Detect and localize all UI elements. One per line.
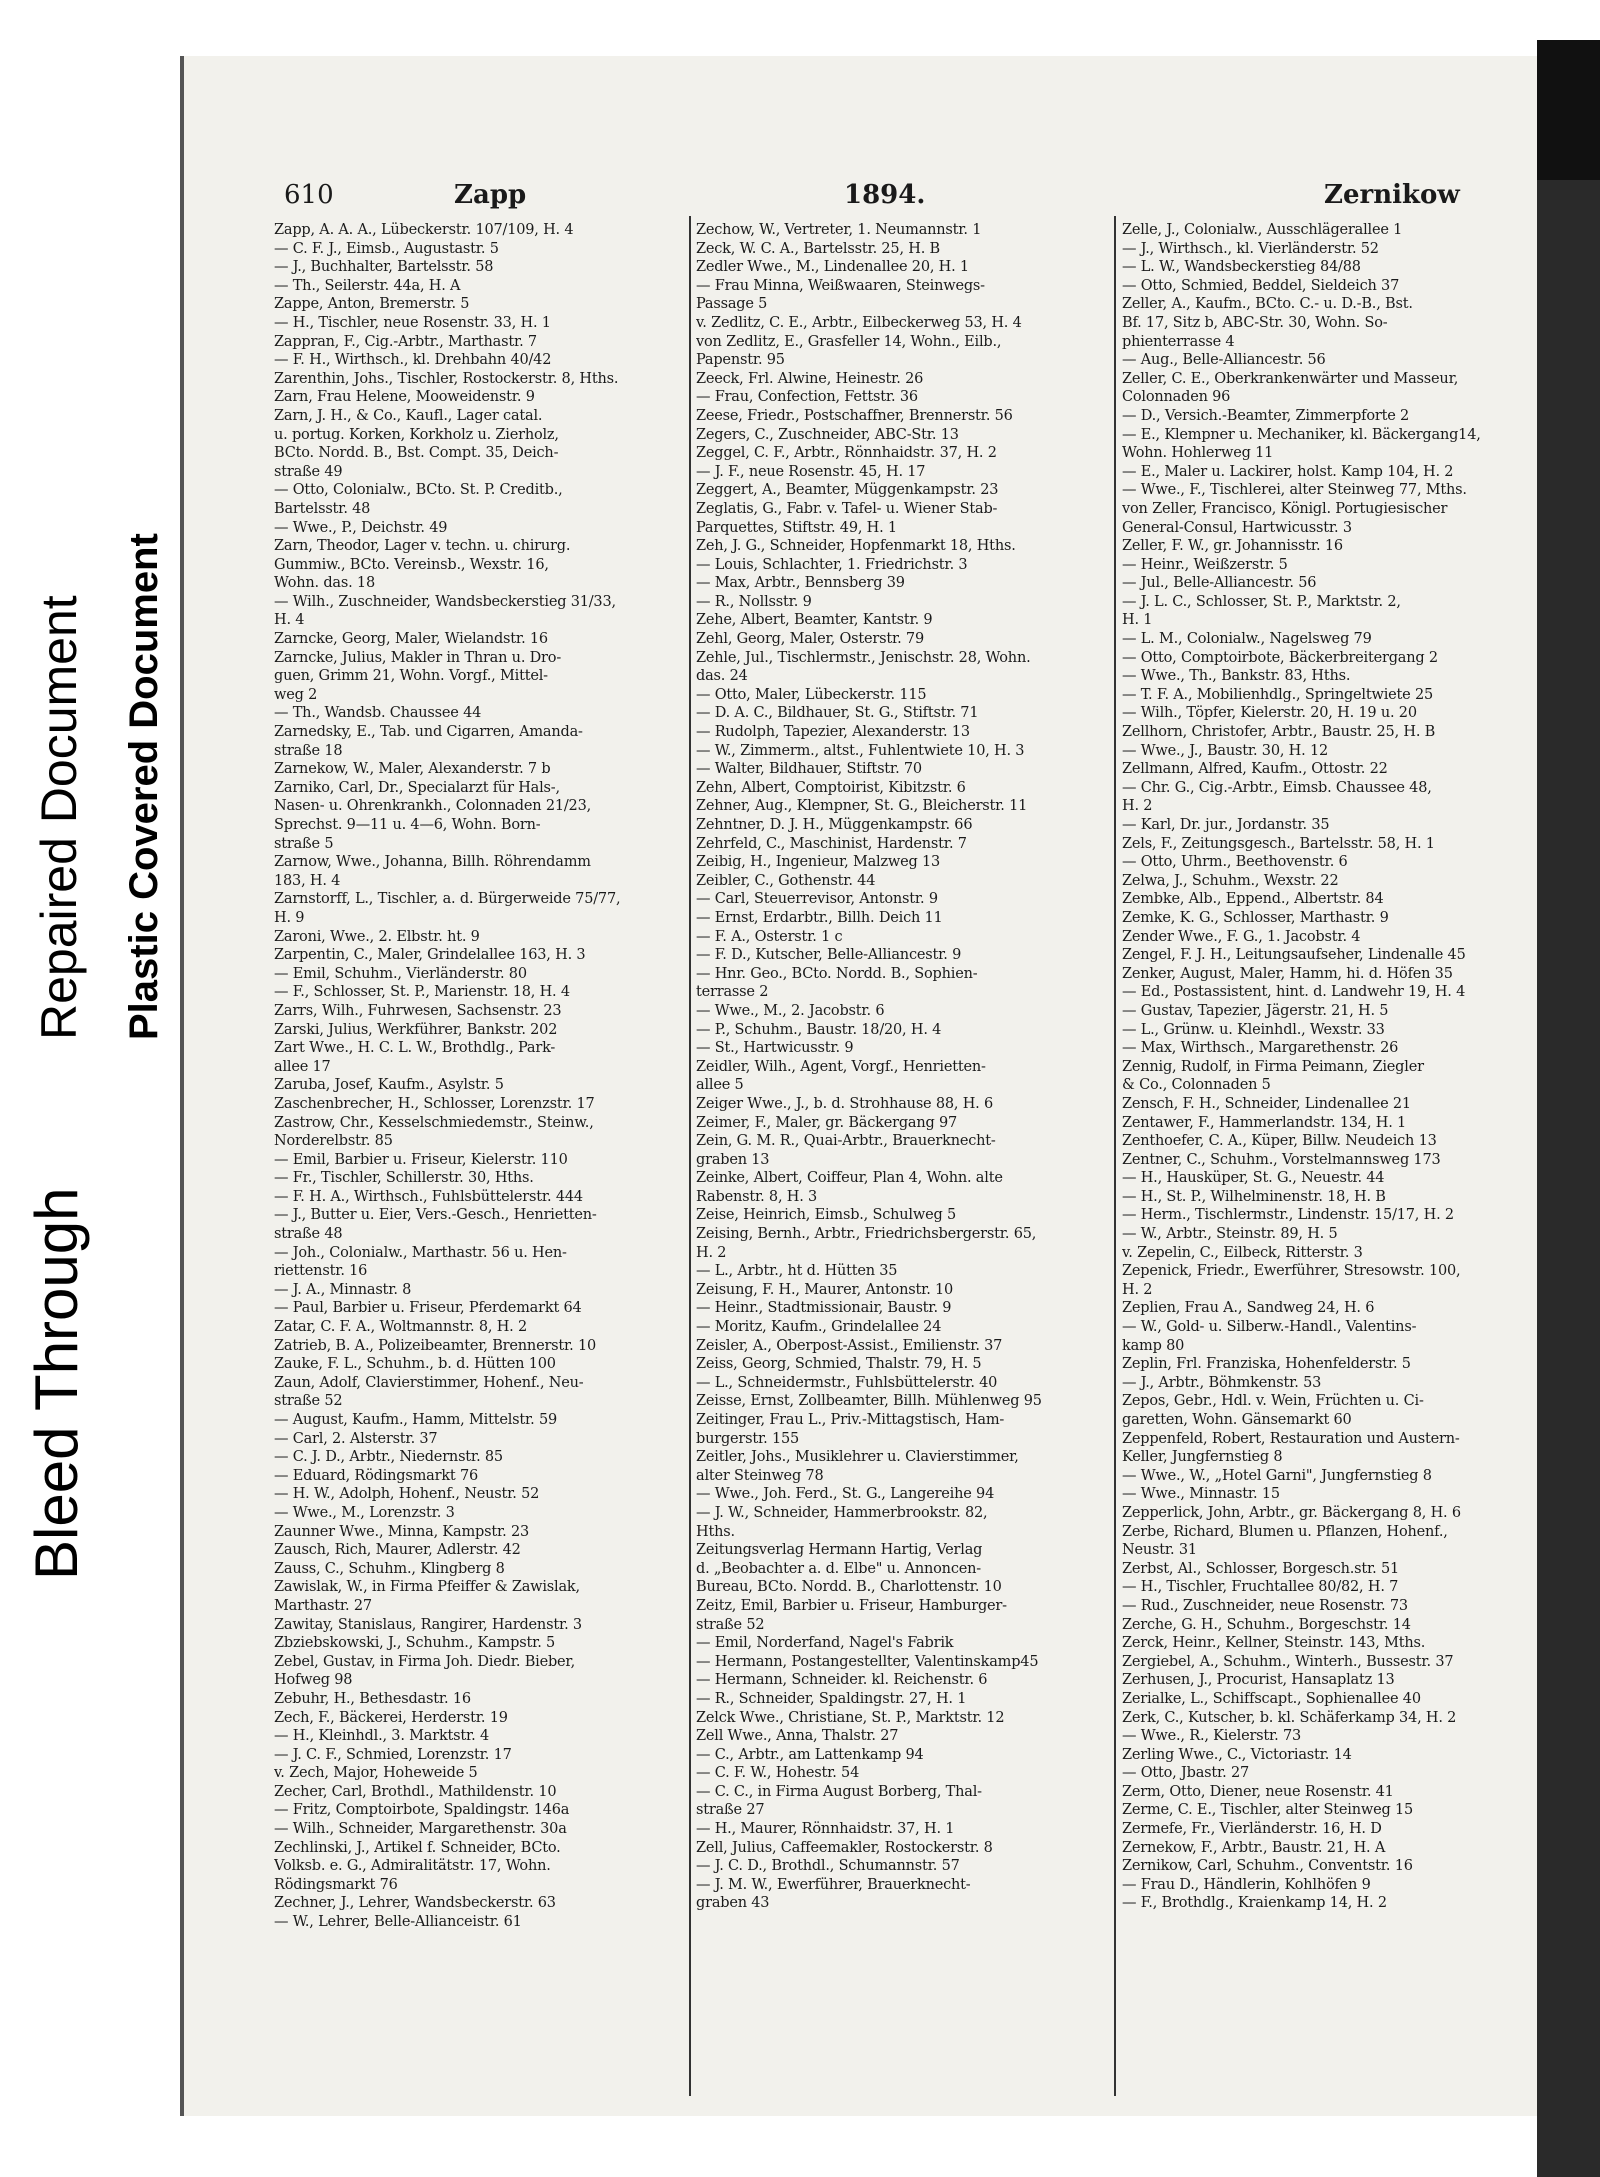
directory-entry: Zarn, Theodor, Lager v. techn. u. chirurg. [274,538,571,555]
directory-entry: straße 52 [696,1616,765,1633]
directory-entry: Zappe, Anton, Bremerstr. 5 [274,296,470,313]
directory-entry: — Fr., Tischler, Schillerstr. 30, Hths. [274,1170,534,1187]
directory-entry: das. 24 [696,668,748,685]
directory-entry: — J. F., neue Rosenstr. 45, H. 17 [696,463,926,480]
directory-entry: — H., Hausküper, St. G., Neuestr. 44 [1122,1170,1385,1187]
directory-entry: General-Consul, Hartwicusstr. 3 [1122,519,1352,536]
directory-entry: — L. W., Wandsbeckerstieg 84/88 [1122,259,1361,276]
plastic-covered-label: Plastic Covered Document [122,533,166,1040]
directory-entry: Zechner, J., Lehrer, Wandsbeckerstr. 63 [274,1895,556,1912]
directory-entry: Hths. [696,1523,735,1540]
directory-entry: Zemke, K. G., Schlosser, Marthastr. 9 [1122,909,1389,926]
directory-entry: Zech, F., Bäckerei, Herderstr. 19 [274,1709,508,1726]
directory-entry: — St., Hartwicusstr. 9 [696,1040,854,1057]
directory-entry: Zarnow, Wwe., Johanna, Billh. Röhrendamm [274,854,591,871]
directory-entry: — Frau D., Händlerin, Kohlhöfen 9 [1122,1876,1371,1893]
directory-entry: — Wilh., Töpfer, Kielerstr. 20, H. 19 u. 20 [1122,705,1417,722]
directory-entry: — Wwe., M., Lorenzstr. 3 [274,1504,455,1521]
directory-entry: — F., Brothdlg., Kraienkamp 14, H. 2 [1122,1895,1387,1912]
directory-entry: Volksb. e. G., Admiralitätstr. 17, Wohn. [274,1858,551,1875]
directory-entry: Zedler Wwe., M., Lindenallee 20, H. 1 [696,259,969,276]
directory-entry: Colonnaden 96 [1122,389,1231,406]
directory-entry: — Otto, Jbastr. 27 [1122,1765,1250,1782]
directory-entry: — Th., Wandsb. Chaussee 44 [274,705,482,722]
directory-entry: Zebuhr, H., Bethesdastr. 16 [274,1690,471,1707]
directory-entry: straße 5 [274,835,334,852]
directory-entry: — L., Schneidermstr., Fuhlsbüttelerstr. 40 [696,1374,998,1391]
directory-entry: Zeitler, Johs., Musiklehrer u. Clavierstimmer, [696,1449,1019,1466]
directory-entry: Zergiebel, A., Schuhm., Winterh., Bussestr. 37 [1122,1653,1454,1670]
directory-entry: straße 52 [274,1393,343,1410]
directory-entry: alter Steinweg 78 [696,1467,824,1484]
directory-entry: — F., Schlosser, St. P., Marienstr. 18, H. 4 [274,984,570,1001]
directory-entry: — Wwe., W., „Hotel Garni", Jungfernstieg 8 [1122,1467,1432,1484]
directory-entry: Zehn, Albert, Comptoirist, Kibitzstr. 6 [696,779,966,796]
directory-entry: 183, H. 4 [274,872,341,889]
directory-entry: straße 18 [274,742,343,759]
directory-entry: Zarnedsky, E., Tab. und Cigarren, Amanda- [274,724,583,741]
directory-entry: Zapp, A. A. A., Lübeckerstr. 107/109, H. 4 [274,222,574,238]
directory-entry: Zennig, Rudolf, in Firma Peimann, Ziegler [1122,1058,1424,1075]
directory-entry: — Wwe., Joh. Ferd., St. G., Langereihe 94 [696,1486,995,1503]
directory-entry: — W., Arbtr., Steinstr. 89, H. 5 [1122,1226,1338,1243]
directory-entry: Zeinke, Albert, Coiffeur, Plan 4, Wohn. alte [696,1170,1003,1187]
directory-entry: Zellmann, Alfred, Kaufm., Ottostr. 22 [1122,761,1388,778]
directory-entry: Zepos, Gebr., Hdl. v. Wein, Früchten u. Ci- [1122,1393,1424,1410]
directory-entry: Zastrow, Chr., Kesselschmiedemstr., Steinw., [274,1114,594,1131]
directory-entry: — Wwe., Th., Bankstr. 83, Hths. [1122,668,1351,685]
directory-entry: Zerm, Otto, Diener, neue Rosenstr. 41 [1122,1783,1394,1800]
directory-entry: — J. W., Schneider, Hammerbrookstr. 82, [696,1504,988,1521]
directory-entry: — Paul, Barbier u. Friseur, Pferdemarkt 64 [274,1300,582,1317]
directory-entry: Zermefe, Fr., Vierländerstr. 16, H. D [1122,1821,1382,1838]
directory-entry: — W., Lehrer, Belle-Allianceistr. 61 [274,1914,522,1931]
directory-entry: Norderelbstr. 85 [274,1133,393,1150]
directory-entry: Zaschenbrecher, H., Schlosser, Lorenzstr. 17 [274,1095,595,1112]
directory-entry: — C. F. W., Hohestr. 54 [696,1765,860,1782]
directory-entry: Zausch, Rich, Maurer, Adlerstr. 42 [274,1542,521,1559]
directory-entry: — Walter, Bildhauer, Stiftstr. 70 [696,761,922,778]
directory-entry: Papenstr. 95 [696,352,785,369]
directory-entry: Zeibler, C., Gothenstr. 44 [696,872,876,889]
directory-entry: — C. J. D., Arbtr., Niedernstr. 85 [274,1449,503,1466]
directory-entry: Rödingsmarkt 76 [274,1876,398,1893]
directory-entry: — Gustav, Tapezier, Jägerstr. 21, H. 5 [1122,1002,1389,1019]
directory-entry: Zappran, F., Cig.-Arbtr., Marthastr. 7 [274,333,537,350]
directory-entry: Zeglatis, G., Fabr. v. Tafel- u. Wiener Stab- [696,500,998,517]
directory-entry: Bureau, BCto. Nordd. B., Charlottenstr. 10 [696,1579,1002,1596]
directory-entry: riettenstr. 16 [274,1263,368,1280]
directory-entry: Zerialke, L., Schiffscapt., Sophienallee 40 [1122,1690,1421,1707]
header-year: 1894. [844,180,926,210]
directory-entry: H. 2 [1122,1281,1153,1298]
directory-entry: von Zeller, Francisco, Königl. Portugiesischer [1122,500,1448,517]
directory-entry: Zarn, J. H., & Co., Kaufl., Lager catal. [274,407,543,424]
directory-entry: Zeller, A., Kaufm., BCto. C.- u. D.-B., Bst. [1122,296,1413,313]
directory-entry: Passage 5 [696,296,768,313]
directory-entry: guen, Grimm 21, Wohn. Vorgf., Mittel- [274,668,548,685]
directory-entry: — Frau, Confection, Fettstr. 36 [696,389,918,406]
directory-entry: Zeiss, Georg, Schmied, Thalstr. 79, H. 5 [696,1356,982,1373]
directory-entry: — Aug., Belle-Alliancestr. 56 [1122,352,1326,369]
directory-entry: — L. M., Colonialw., Nagelsweg 79 [1122,631,1372,648]
directory-entry: garetten, Wohn. Gänsemarkt 60 [1122,1412,1352,1428]
directory-entry: u. portug. Korken, Korkholz u. Zierholz, [274,426,559,443]
directory-entry: H. 2 [696,1244,727,1261]
directory-entry: H. 9 [274,909,305,926]
directory-entry: — R., Nollsstr. 9 [696,593,812,610]
directory-entry: Zerling Wwe., C., Victoriastr. 14 [1122,1746,1352,1763]
directory-entry: Zarn, Frau Helene, Mooweidenstr. 9 [274,389,535,406]
directory-entry: — J., Wirthsch., kl. Vierländerstr. 52 [1122,240,1379,257]
directory-entry: Zeeck, Frl. Alwine, Heinestr. 26 [696,370,924,387]
directory-entry: — Wilh., Zuschneider, Wandsbeckerstieg 31/33, [274,593,616,610]
directory-entry: Zarrs, Wilh., Fuhrwesen, Sachsenstr. 23 [274,1002,562,1019]
directory-entry: straße 48 [274,1226,343,1243]
directory-entry: Zarski, Julius, Werkführer, Bankstr. 202 [274,1021,558,1038]
directory-entry: Zerche, G. H., Schuhm., Borgeschstr. 14 [1122,1616,1411,1633]
directory-entry: allee 17 [274,1058,331,1075]
directory-entry: — F. A., Osterstr. 1 c [696,928,843,945]
directory-entry: Zeisler, A., Oberpost-Assist., Emilienstr. 37 [696,1337,1003,1354]
directory-entry: Zernikow, Carl, Schuhm., Conventstr. 16 [1122,1858,1413,1875]
directory-entry: — C. C., in Firma August Borberg, Thal- [696,1783,982,1800]
directory-entry: Wohn. das. 18 [274,575,375,592]
directory-entry: Zarnekow, W., Maler, Alexanderstr. 7 b [274,761,551,778]
directory-entry: Zehl, Georg, Maler, Osterstr. 79 [696,631,924,648]
document-page [180,56,1544,2116]
bleed-through-label: Bleed Through [23,1187,90,1580]
directory-entry: Gummiw., BCto. Vereinsb., Wexstr. 16, [274,556,549,573]
directory-entry: & Co., Colonnaden 5 [1122,1077,1271,1094]
directory-entry: Nasen- u. Ohrenkrankh., Colonnaden 21/23, [274,798,592,815]
directory-entry: — Heinr., Weißzerstr. 5 [1122,556,1288,573]
directory-column-2 [696,221,1106,2091]
directory-entry: Bf. 17, Sitz b, ABC-Str. 30, Wohn. So- [1122,314,1388,331]
directory-entry: H. 4 [274,612,305,629]
directory-entry: Zehrfeld, C., Maschinist, Hardenstr. 7 [696,835,967,852]
directory-entry: Zeidler, Wilh., Agent, Vorgf., Henrietten- [696,1058,986,1075]
directory-entry: Zepenick, Friedr., Ewerführer, Stresowstr. 100, [1122,1263,1461,1280]
directory-entry: straße 27 [696,1802,765,1819]
directory-entry: Zelwa, J., Schuhm., Wexstr. 22 [1122,872,1339,889]
directory-entry: Zeh, J. G., Schneider, Hopfenmarkt 18, Hths. [696,538,1016,555]
directory-entry: BCto. Nordd. B., Bst. Compt. 35, Deich- [274,445,559,462]
directory-entry: Zarncke, Julius, Makler in Thran u. Dro- [274,649,562,666]
directory-entry: — E., Klempner u. Mechaniker, kl. Bäckergang14, [1122,426,1481,443]
directory-entry: H. 1 [1122,612,1153,629]
directory-entry: — H., Tischler, Fruchtallee 80/82, H. 7 [1122,1579,1399,1596]
directory-entry: — Rudolph, Tapezier, Alexanderstr. 13 [696,724,970,741]
directory-entry: Zeese, Friedr., Postschaffner, Brennerstr. 56 [696,407,1013,424]
directory-entry: — Otto, Uhrm., Beethovenstr. 6 [1122,854,1348,871]
directory-entry: v. Zepelin, C., Eilbeck, Ritterstr. 3 [1122,1244,1363,1261]
directory-entry: Zarniko, Carl, Dr., Specialarzt für Hals-, [274,779,560,796]
directory-entry: Zecher, Carl, Brothdl., Mathildenstr. 10 [274,1783,557,1800]
directory-entry: Zels, F., Zeitungsgesch., Bartelsstr. 58, H. 1 [1122,835,1435,852]
directory-entry: — H., Tischler, neue Rosenstr. 33, H. 1 [274,314,551,331]
directory-entry: Zellhorn, Christofer, Arbtr., Baustr. 25, H. B [1122,724,1436,741]
directory-entry: — Otto, Schmied, Beddel, Sieldeich 37 [1122,277,1400,294]
directory-entry: Zeggel, C. F., Arbtr., Rönnhaidstr. 37, H. 2 [696,445,997,462]
directory-entry: Zauss, C., Schuhm., Klingberg 8 [274,1560,505,1577]
directory-entry: Zatar, C. F. A., Woltmannstr. 8, H. 2 [274,1319,528,1336]
directory-entry: Zeppenfeld, Robert, Restauration und Austern- [1122,1430,1460,1447]
directory-entry: Zernekow, F., Arbtr., Baustr. 21, H. A [1122,1839,1386,1856]
directory-entry: — J., Butter u. Eier, Vers.-Gesch., Henrietten- [274,1207,597,1224]
directory-entry: Bartelsstr. 48 [274,500,371,517]
directory-entry: Zenker, August, Maler, Hamm, hi. d. Höfen 35 [1122,965,1453,982]
directory-entry: — C. F. J., Eimsb., Augustastr. 5 [274,240,499,257]
directory-entry: — Wwe., J., Baustr. 30, H. 12 [1122,742,1328,759]
directory-entry: — J., Buchhalter, Bartelsstr. 58 [274,259,494,276]
directory-entry: allee 5 [696,1077,744,1094]
directory-entry: — D., Versich.-Beamter, Zimmerpforte 2 [1122,407,1410,424]
directory-entry: Zembke, Alb., Eppend., Albertstr. 84 [1122,891,1384,908]
directory-entry: — J. A., Minnastr. 8 [274,1281,412,1298]
directory-entry: Zarenthin, Johs., Tischler, Rostockerstr. 8, Hths. [274,370,619,387]
directory-entry: Zeitungsverlag Hermann Hartig, Verlag [696,1542,983,1559]
directory-entry: Zeller, F. W., gr. Johannisstr. 16 [1122,538,1343,555]
directory-entry: — Emil, Barbier u. Friseur, Kielerstr. 110 [274,1151,568,1168]
directory-entry: — L., Grünw. u. Kleinhdl., Wexstr. 33 [1122,1021,1385,1038]
directory-entry: Zeitz, Emil, Barbier u. Friseur, Hamburger- [696,1597,1007,1614]
directory-entry: — Max, Arbtr., Bennsberg 39 [696,575,905,592]
directory-entry: Zerk, C., Kutscher, b. kl. Schäferkamp 34, H. 2 [1122,1709,1457,1726]
directory-entry: Zerbe, Richard, Blumen u. Pflanzen, Hohenf., [1122,1523,1448,1540]
directory-entry: — Ed., Postassistent, hint. d. Landwehr 19, H. 4 [1122,984,1466,1001]
directory-entry: — H., Kleinhdl., 3. Marktstr. 4 [274,1728,490,1745]
directory-entry: — Louis, Schlachter, 1. Friedrichstr. 3 [696,556,968,573]
directory-entry: — R., Schneider, Spaldingstr. 27, H. 1 [696,1690,967,1707]
directory-entry: burgerstr. 155 [696,1430,800,1447]
directory-entry: Zaroni, Wwe., 2. Elbstr. ht. 9 [274,928,480,945]
directory-entry: Zart Wwe., H. C. L. W., Brothdlg., Park- [274,1040,556,1057]
directory-entry: — P., Schuhm., Baustr. 18/20, H. 4 [696,1021,942,1038]
directory-entry: — Max, Wirthsch., Margarethenstr. 26 [1122,1040,1399,1057]
directory-entry: Zeise, Heinrich, Eimsb., Schulweg 5 [696,1207,956,1224]
directory-entry: — Ernst, Erdarbtr., Billh. Deich 11 [696,909,943,926]
column-divider [689,216,691,2096]
column-divider [1114,216,1116,2096]
header-last-word: Zernikow [1324,180,1460,210]
directory-entry: — J., Arbtr., Böhmkenstr. 53 [1122,1374,1322,1391]
directory-entry: Zeisse, Ernst, Zollbeamter, Billh. Mühlenweg 95 [696,1393,1042,1410]
directory-entry: Zeck, W. C. A., Bartelsstr. 25, H. B [696,240,940,257]
directory-entry: Zeitinger, Frau L., Priv.-Mittagstisch, Ham- [696,1412,1005,1428]
directory-entry: — Fritz, Comptoirbote, Spaldingstr. 146a [274,1802,570,1819]
directory-entry: weg 2 [274,686,318,703]
directory-entry: graben 43 [696,1895,770,1912]
directory-entry: Zerme, C. E., Tischler, alter Steinweg 15 [1122,1802,1414,1819]
directory-entry: Zegers, C., Zuschneider, ABC-Str. 13 [696,426,959,443]
directory-entry: Zarnstorff, L., Tischler, a. d. Bürgerweide 75/77, [274,891,621,908]
directory-entry: v. Zech, Major, Hoheweide 5 [274,1765,478,1782]
directory-entry: Zentner, C., Schuhm., Vorstelmannsweg 173 [1122,1151,1441,1168]
directory-entry: — Karl, Dr. jur., Jordanstr. 35 [1122,817,1330,833]
directory-entry: — J. L. C., Schlosser, St. P., Marktstr. 2, [1122,593,1401,610]
directory-entry: Zatrieb, B. A., Polizeibeamter, Brennerstr. 10 [274,1337,597,1354]
directory-entry: — F. H., Wirthsch., kl. Drehbahn 40/42 [274,352,552,369]
directory-entry: Zeibig, H., Ingenieur, Malzweg 13 [696,854,941,871]
directory-entry: Zelck Wwe., Christiane, St. P., Marktstr. 12 [696,1709,1005,1726]
directory-entry: — Otto, Maler, Lübeckerstr. 115 [696,686,927,703]
directory-entry: Zehntner, D. J. H., Müggenkampstr. 66 [696,817,973,833]
directory-entry: — Otto, Comptoirbote, Bäckerbreitergang 2 [1122,649,1438,666]
directory-entry: Zepperlick, John, Arbtr., gr. Bäckergang 8, H. 6 [1122,1504,1461,1521]
directory-entry: — H., St. P., Wilhelminenstr. 18, H. B [1122,1188,1386,1205]
directory-entry: — Rud., Zuschneider, neue Rosenstr. 73 [1122,1597,1408,1614]
directory-entry: Zell, Julius, Caffeemakler, Rostockerstr. 8 [696,1839,993,1856]
directory-column-3 [1122,221,1534,2091]
directory-entry: Zehe, Albert, Beamter, Kantstr. 9 [696,612,933,629]
directory-entry: — H. W., Adolph, Hohenf., Neustr. 52 [274,1486,540,1503]
page-header [284,180,1534,220]
directory-entry: Zaun, Adolf, Clavierstimmer, Hohenf., Neu- [274,1374,584,1391]
directory-entry: Zehner, Aug., Klempner, St. G., Bleicherstr. 11 [696,798,1028,815]
directory-entry: — Carl, Steuerrevisor, Antonstr. 9 [696,891,938,908]
page-number: 610 [284,180,334,210]
directory-entry: — Frau Minna, Weißwaaren, Steinwegs- [696,277,985,294]
directory-entry: Zeplien, Frau A., Sandweg 24, H. 6 [1122,1300,1375,1317]
directory-entry: — Wwe., Minnastr. 15 [1122,1486,1280,1503]
directory-entry: Zawitay, Stanislaus, Rangirer, Hardenstr. 3 [274,1616,582,1633]
directory-entry: straße 49 [274,463,343,480]
directory-entry: von Zedlitz, E., Grasfeller 14, Wohn., Eilb., [696,333,1002,350]
directory-entry: — J. C. F., Schmied, Lorenzstr. 17 [274,1746,512,1763]
directory-entry: — Wwe., R., Kielerstr. 73 [1122,1728,1302,1745]
directory-entry: — W., Gold- u. Silberw.-Handl., Valentins- [1122,1319,1417,1336]
directory-entry: — August, Kaufm., Hamm, Mittelstr. 59 [274,1412,558,1428]
directory-entry: — Moritz, Kaufm., Grindelallee 24 [696,1319,942,1336]
directory-entry: — Emil, Schuhm., Vierländerstr. 80 [274,965,527,982]
header-first-word: Zapp [454,180,527,210]
directory-entry: Rabenstr. 8, H. 3 [696,1188,818,1205]
directory-entry: Zerbst, Al., Schlosser, Borgesch.str. 51 [1122,1560,1400,1577]
directory-entry: Zechow, W., Vertreter, 1. Neumannstr. 1 [696,222,982,238]
directory-entry: Zein, G. M. R., Quai-Arbtr., Brauerknecht- [696,1133,996,1150]
directory-entry: terrasse 2 [696,984,769,1001]
directory-entry: Zenthoefer, C. A., Küper, Billw. Neudeich 13 [1122,1133,1437,1150]
directory-entry: Zaunner Wwe., Minna, Kampstr. 23 [274,1523,529,1540]
directory-entry: — J. C. D., Brothdl., Schumannstr. 57 [696,1858,960,1875]
directory-entry: — Chr. G., Cig.-Arbtr., Eimsb. Chaussee 48, [1122,779,1432,796]
directory-entry: Sprechst. 9—11 u. 4—6, Wohn. Born- [274,817,541,833]
directory-entry: phienterrasse 4 [1122,333,1235,350]
directory-entry: Parquettes, Stiftstr. 49, H. 1 [696,519,897,536]
directory-entry: — Eduard, Rödingsmarkt 76 [274,1467,479,1484]
directory-entry: Wohn. Hohlerweg 11 [1122,445,1274,462]
directory-entry: — Wwe., F., Tischlerei, alter Steinweg 77, Mths. [1122,482,1467,499]
directory-column-1 [274,221,686,2091]
directory-entry: Keller, Jungfernstieg 8 [1122,1449,1283,1466]
directory-entry: Zawislak, W., in Firma Pfeiffer & Zawislak, [274,1579,580,1596]
directory-entry: graben 13 [696,1151,770,1168]
directory-entry: v. Zedlitz, C. E., Arbtr., Eilbeckerweg 53, H. 4 [696,314,1022,331]
page-edge-shadow [1537,40,1600,2177]
directory-entry: — Emil, Norderfand, Nagel's Fabrik [696,1635,954,1652]
page-edge-shadow [1537,40,1600,180]
directory-entry: — C., Arbtr., am Lattenkamp 94 [696,1746,924,1763]
directory-entry: Zensch, F. H., Schneider, Lindenallee 21 [1122,1095,1411,1112]
directory-entry: Zeimer, F., Maler, gr. Bäckergang 97 [696,1114,958,1131]
directory-entry: — H., Maurer, Rönnhaidstr. 37, H. 1 [696,1821,955,1838]
directory-entry: Zender Wwe., F. G., 1. Jacobstr. 4 [1122,928,1361,945]
directory-entry: H. 2 [1122,798,1153,815]
directory-entry: — Joh., Colonialw., Marthastr. 56 u. Hen- [274,1244,567,1261]
directory-entry: — Carl, 2. Alsterstr. 37 [274,1430,438,1447]
directory-entry: — Wwe., P., Deichstr. 49 [274,519,448,536]
directory-entry: Zerhusen, J., Procurist, Hansaplatz 13 [1122,1672,1395,1689]
directory-entry: — Otto, Colonialw., BCto. St. P. Creditb., [274,482,563,499]
directory-entry: Zeising, Bernh., Arbtr., Friedrichsbergerstr. 65, [696,1226,1037,1243]
directory-entry: — F. H. A., Wirthsch., Fuhlsbüttelerstr. 444 [274,1188,583,1205]
directory-entry: — L., Arbtr., ht d. Hütten 35 [696,1263,898,1280]
directory-entry: Zerck, Heinr., Kellner, Steinstr. 143, Mths. [1122,1635,1426,1652]
directory-entry: — W., Zimmerm., altst., Fuhlentwiete 10, H. 3 [696,742,1025,759]
directory-entry: Zentawer, F., Hammerlandstr. 134, H. 1 [1122,1114,1407,1131]
directory-entry: — T. F. A., Mobilienhdlg., Springeltwiete 25 [1122,686,1433,703]
directory-entry: — Hnr. Geo., BCto. Nordd. B., Sophien- [696,965,978,982]
directory-entry: Zeisung, F. H., Maurer, Antonstr. 10 [696,1281,954,1298]
directory-entry: d. „Beobachter a. d. Elbe" u. Annoncen- [696,1560,981,1577]
directory-entry: — Wwe., M., 2. Jacobstr. 6 [696,1002,885,1019]
directory-entry: — J. M. W., Ewerführer, Brauerknecht- [696,1876,971,1893]
directory-entry: Zeiger Wwe., J., b. d. Strohhause 88, H. 6 [696,1095,994,1112]
directory-entry: Zauke, F. L., Schuhm., b. d. Hütten 100 [274,1356,556,1373]
directory-entry: Zebel, Gustav, in Firma Joh. Diedr. Bieber, [274,1653,575,1670]
directory-entry: Marthastr. 27 [274,1597,372,1614]
directory-entry: Neustr. 31 [1122,1542,1197,1559]
directory-entry: Zbziebskowski, J., Schuhm., Kampstr. 5 [274,1635,556,1652]
repaired-document-label: Repaired Document [31,595,87,1040]
directory-entry: — E., Maler u. Lackirer, holst. Kamp 104, H. 2 [1122,463,1454,480]
directory-entry: — F. D., Kutscher, Belle-Alliancestr. 9 [696,947,962,964]
directory-entry: — Wilh., Schneider, Margarethenstr. 30a [274,1821,567,1838]
directory-entry: Zengel, F. J. H., Leitungsaufseher, Lindenalle 45 [1122,947,1466,964]
directory-entry: Zehle, Jul., Tischlermstr., Jenischstr. 28, Wohn. [696,649,1031,666]
directory-entry: Hofweg 98 [274,1672,353,1689]
directory-entry: Zell Wwe., Anna, Thalstr. 27 [696,1728,899,1745]
directory-entry: — Heinr., Stadtmissionair, Baustr. 9 [696,1300,952,1317]
directory-entry: Zeggert, A., Beamter, Müggenkampstr. 23 [696,482,999,499]
directory-entry: — Hermann, Postangestellter, Valentinskamp45 [696,1653,1039,1670]
directory-entry: — Herm., Tischlermstr., Lindenstr. 15/17, H. 2 [1122,1207,1454,1224]
directory-entry: — Jul., Belle-Alliancestr. 56 [1122,575,1317,592]
directory-entry: Zaruba, Josef, Kaufm., Asylstr. 5 [274,1077,504,1094]
directory-entry: Zelle, J., Colonialw., Ausschlägerallee 1 [1122,222,1403,238]
directory-entry: Zarpentin, C., Maler, Grindelallee 163, H. 3 [274,947,586,964]
directory-entry: — Hermann, Schneider. kl. Reichenstr. 6 [696,1672,988,1689]
directory-entry: Zeller, C. E., Oberkrankenwärter und Masseur, [1122,370,1459,387]
directory-entry: — Th., Seilerstr. 44a, H. A [274,277,461,294]
directory-entry: Zeplin, Frl. Franziska, Hohenfelderstr. 5 [1122,1356,1411,1373]
directory-entry: Zarncke, Georg, Maler, Wielandstr. 16 [274,631,548,648]
directory-entry: — D. A. C., Bildhauer, St. G., Stiftstr. 71 [696,705,979,722]
directory-entry: kamp 80 [1122,1337,1185,1354]
directory-entry: Zechlinski, J., Artikel f. Schneider, BCto. [274,1839,561,1856]
